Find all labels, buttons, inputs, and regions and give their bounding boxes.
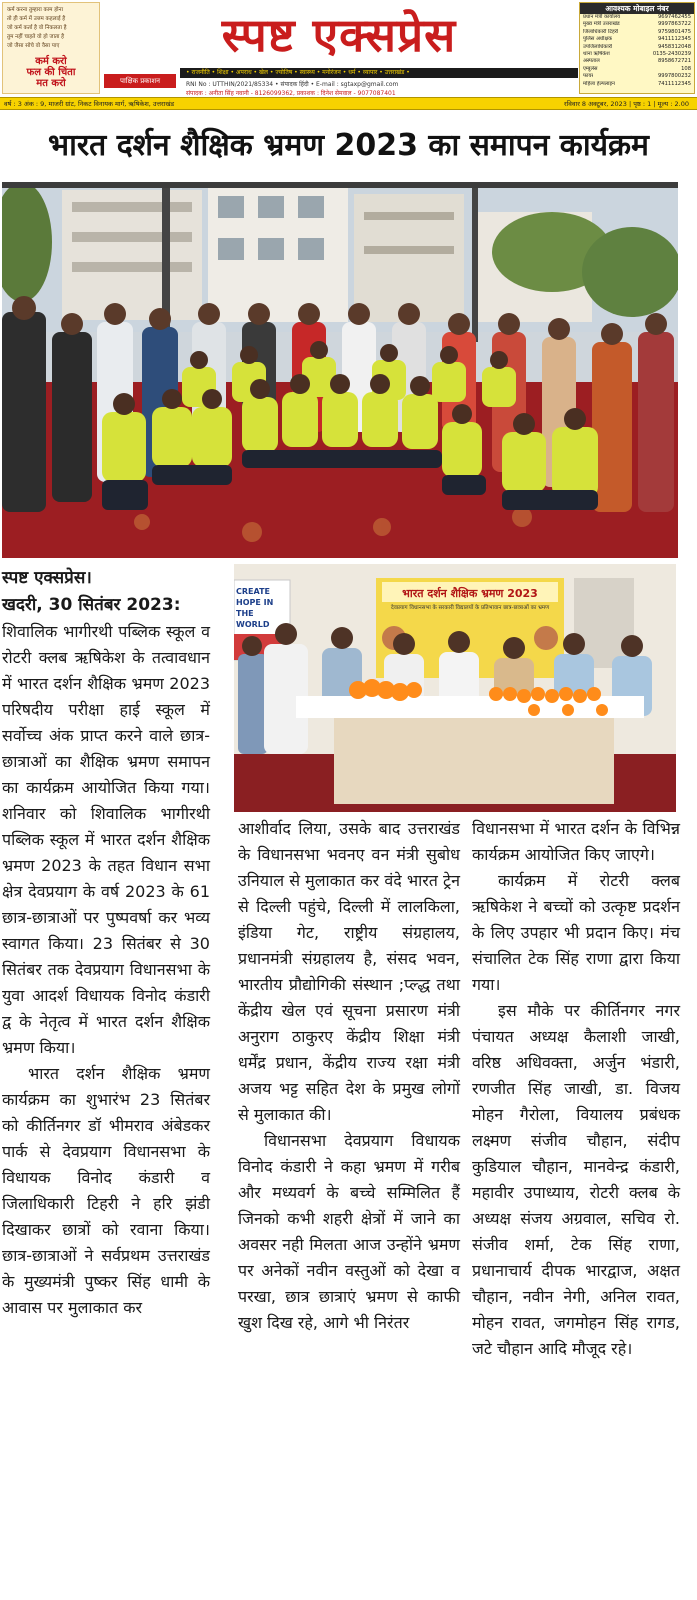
contact-number: 9411112345 — [657, 36, 691, 43]
promo-line: कर्म करना तुम्हारा काम होना — [7, 7, 64, 13]
address-line: वर्ष : 3 अंक : 9, माजरी ग्रांट, निकट विनायक मार्ग, ऋषिकेश, उत्तराखंड — [4, 100, 175, 108]
contact-label: मुख्य मंत्री उत्तराखंड — [583, 21, 620, 28]
contact-label: जिलाधिकारी टिहरी — [583, 28, 619, 35]
article-column-1 — [2, 565, 210, 1321]
contact-number: 0135-2430239 — [652, 51, 691, 58]
contact-row — [580, 29, 694, 36]
contact-number: 9997863722 — [657, 21, 691, 28]
newspaper-title: स्पष्ट एक्सप्रेस — [221, 8, 457, 62]
group-photo-illustration — [2, 182, 678, 558]
promo-line: जो जैसा सोचे वो वैसा पाए — [7, 43, 60, 49]
category-strip: • राजनीति • शिक्षा • अपराध • खेल • ज्योतिष • स्वास्थ्य • मनोरंजन • धर्म • व्यापार • उत्तराखंड • — [180, 68, 578, 78]
promo-slogan-line: कर्म करो — [35, 56, 67, 67]
contact-number: 108 — [681, 65, 691, 72]
contact-row — [580, 81, 694, 88]
event-banner-subtitle: देवप्रयाग विधानसभा के सरकारी विद्यालयों के प्रतिभावान छात्र-छात्राओं का भ्रमण — [390, 605, 550, 611]
contact-number: 9458312048 — [657, 43, 691, 50]
contact-label: उपजिलाधिकारी — [583, 43, 613, 50]
contact-row — [580, 66, 694, 73]
contact-row — [580, 58, 694, 65]
article-byline: स्पष्ट एक्सप्रेस। — [2, 568, 92, 588]
promo-box — [2, 2, 100, 94]
article-paragraph: इस मौके पर कीर्तिनगर नगर पंचायत अध्यक्ष कैलाशी जाखी, वरिष्ठ अधिवक्ता, अर्जुन भंडारी, रणजीत सिंह जाखी, डा. विजय मोहन गैरोला, वियालय प्रबंधक लक्ष्मण संजीव चौहान, संदीप कुडियाल चौहान, मानवेन्द्र कंडारी, महावीर उपाध्याय, रोटरी क्लब के अध्यक्ष संजय अग्रवाल, सचिव रो. संजीव शर्मा, टेक सिंह राणा, प्रधानाचार्य दीपक भारद्वाज, अक्षत चौहान, नवीन नेगी, अनिल रावत, मोहन रावत, जगमोहन सिंह रागड, जटे चौहान आदि मौजूद रहे। — [472, 1001, 680, 1358]
masthead — [0, 0, 697, 112]
contact-number: 9997800232 — [657, 73, 691, 80]
publication-type-label: पाक्षिक प्रकाशन — [104, 74, 176, 88]
contact-number: 8958672721 — [657, 58, 691, 65]
contact-label: एम्बुलेंस — [583, 65, 598, 72]
contact-label: अस्पताल — [583, 58, 600, 65]
issue-date-line: रविवार 8 अक्टूबर, 2023 | पृष्ठ : 1 | मूल्य : 2.00 — [563, 100, 689, 108]
group-photo — [2, 182, 678, 558]
contact-row — [580, 14, 694, 21]
article-paragraph: विधानसभा में भारत दर्शन के विभिन्न कार्यक्रम आयोजित किए जाएगे। — [472, 819, 680, 864]
article-paragraph: कार्यक्रम में रोटरी क्लब ऋषिकेश ने बच्चों को उत्कृष्ट प्रदर्शन के लिए उपहार भी प्रदान किए। मंच संचालित टेक सिंह राणा द्वारा किया गया। — [472, 871, 680, 994]
contact-label: फायर — [583, 73, 594, 80]
registration-line: RNI No : UTTHIN/2021/85334 • संपादक हिंदी • E-mail : sgtaxp@gmail.com — [186, 81, 399, 88]
contact-number: 9759801475 — [657, 28, 691, 35]
contact-row — [580, 36, 694, 43]
contact-row — [580, 21, 694, 28]
contact-label: प्रधान मंत्री कार्यालय — [583, 14, 621, 20]
issue-info-bar — [0, 97, 697, 110]
promo-line: जो कर्म कर्ता है वो निकलता है — [7, 25, 67, 31]
contact-number: 7411112345 — [657, 80, 691, 87]
contact-row — [580, 44, 694, 51]
article-headline: भारत दर्शन शैक्षिक भ्रमण 2023 का समापन कार्यक्रम — [48, 128, 649, 163]
newspaper-nameplate — [104, 4, 574, 66]
contact-label: थाना ऋषिकेश — [583, 51, 610, 58]
contact-number: 9697462455 — [657, 14, 691, 20]
article-paragraph: शिवालिक भागीरथी पब्लिक स्कूल व रोटरी क्लब ऋषिकेश के तत्वावधान में भारत दर्शन शैक्षिक भ्रमण 2023 परिषदीय परीक्षा हाई स्कूल में सर्वोच्च अंक प्राप्त करने वाले छात्र-छात्राओं का शैक्षिक भ्रमण समापन का कार्यक्रम आयोजित किया गया।शनिवार को शिवालिक भागीरथी पब्लिक स्कूल में भारत दर्शन शैक्षिक भ्रमण 2023 के तहत विधान सभा क्षेत्र देवप्रयाग के वर्ष 2023 के 61 छात्र-छात्राओं पर पुष्पवर्षा कर भव्य स्वागत किया। 23 सितंबर से 30 सितंबर तक देवप्रयाग विधानसभा के युवा आदर्श विधायक विनोद कंडारी द्व के नेतृत्व में भारत दर्शन शैक्षिक भ्रमण किया। — [2, 622, 210, 1057]
article-paragraph: आशीर्वाद लिया, उसके बाद उत्तराखंड के विधानसभा भवनए वन मंत्री सुबोध उनियाल से मुलाकात कर वंदे भारत ट्रेन से दिल्ली पहुंचे, दिल्ली में लालकिला, इंडिया गेट, राष्ट्रीय संग्रहालय, प्रधानमंत्री संग्रहालय है, संसद भवन, भारतीय प्रौद्योगिकी संस्थान ;प्ल्द्ध तथा केंद्रीय खेल एवं सूचना प्रसारण मंत्री अनुराग ठाकुरए केंद्रीय शिक्षा मंत्री धर्मेंद्र प्रधान, केंद्रीय राज्य रक्षा मंत्री अजय भट्ट सहित देश के प्रमुख लोगों से मुलाकात की। — [238, 819, 460, 1124]
contact-label: पुलिस अधीक्षक — [583, 36, 613, 43]
stage-photo — [234, 564, 676, 812]
promo-slogan — [7, 56, 95, 89]
rotary-banner-text: CREATE HOPE IN THE WORLD — [236, 587, 274, 629]
article-paragraph: भारत दर्शन शैक्षिक भ्रमण कार्यक्रम का शुभारंभ 23 सितंबर को कीर्तिनगर डॉ भीमराव अंबेडकर पार्क से देवप्रयाग विधानसभा के विधायक विनोद कंडारी व जिलाधिकारी टिहरी ने हरि झंडी दिखाकर छात्रों को रवाना किया। छात्र-छात्राओं ने सर्वप्रथम उत्तराखंड के मुख्यमंत्री पुष्कर सिंह धामी के आवास पर मुलाकात कर — [2, 1064, 210, 1317]
editor-line: संपादक : अनीता सिंह नवानी - 8126099362, प्रकाशक : दिनेश सेमवाल - 9077087401 — [186, 90, 396, 97]
article-dateline: खदरी, 30 सितंबर 2023: — [2, 595, 181, 615]
contact-label: महिला हेल्पलाइन — [583, 80, 615, 87]
article-column-3 — [472, 816, 680, 1362]
article-column-2 — [238, 816, 460, 1336]
event-banner-title: भारत दर्शन शैक्षिक भ्रमण 2023 — [402, 587, 538, 600]
contact-row — [580, 51, 694, 58]
promo-line: तुम नहीं चाहते वो हो जाता है — [7, 34, 65, 40]
contacts-box — [579, 2, 695, 94]
contact-row — [580, 73, 694, 80]
promo-slogan-line: मत करो — [36, 78, 66, 89]
promo-slogan-line: फल की चिंता — [26, 67, 76, 78]
promo-line: तो ही कर्म में उत्तम कहलाई है — [7, 16, 66, 22]
article-paragraph: विधानसभा देवप्रयाग विधायक विनोद कंडारी ने कहा भ्रमण में गरीब और मध्यवर्ग के बच्चे सम्मिलित हैं जिनको कभी शहरी क्षेत्रों में जाने का अवसर नही मिलता आज उन्होंने भ्रमण पर अनेकों नवीन वस्तुओं को देखा व परखा, छात्र छात्राएं भ्रमण से काफी खुश दिख रहे, आगे भी निरंतर — [238, 1131, 460, 1332]
stage-photo-illustration — [234, 564, 676, 812]
contacts-heading: आवश्यक मोबाइल नंबर — [580, 3, 694, 14]
